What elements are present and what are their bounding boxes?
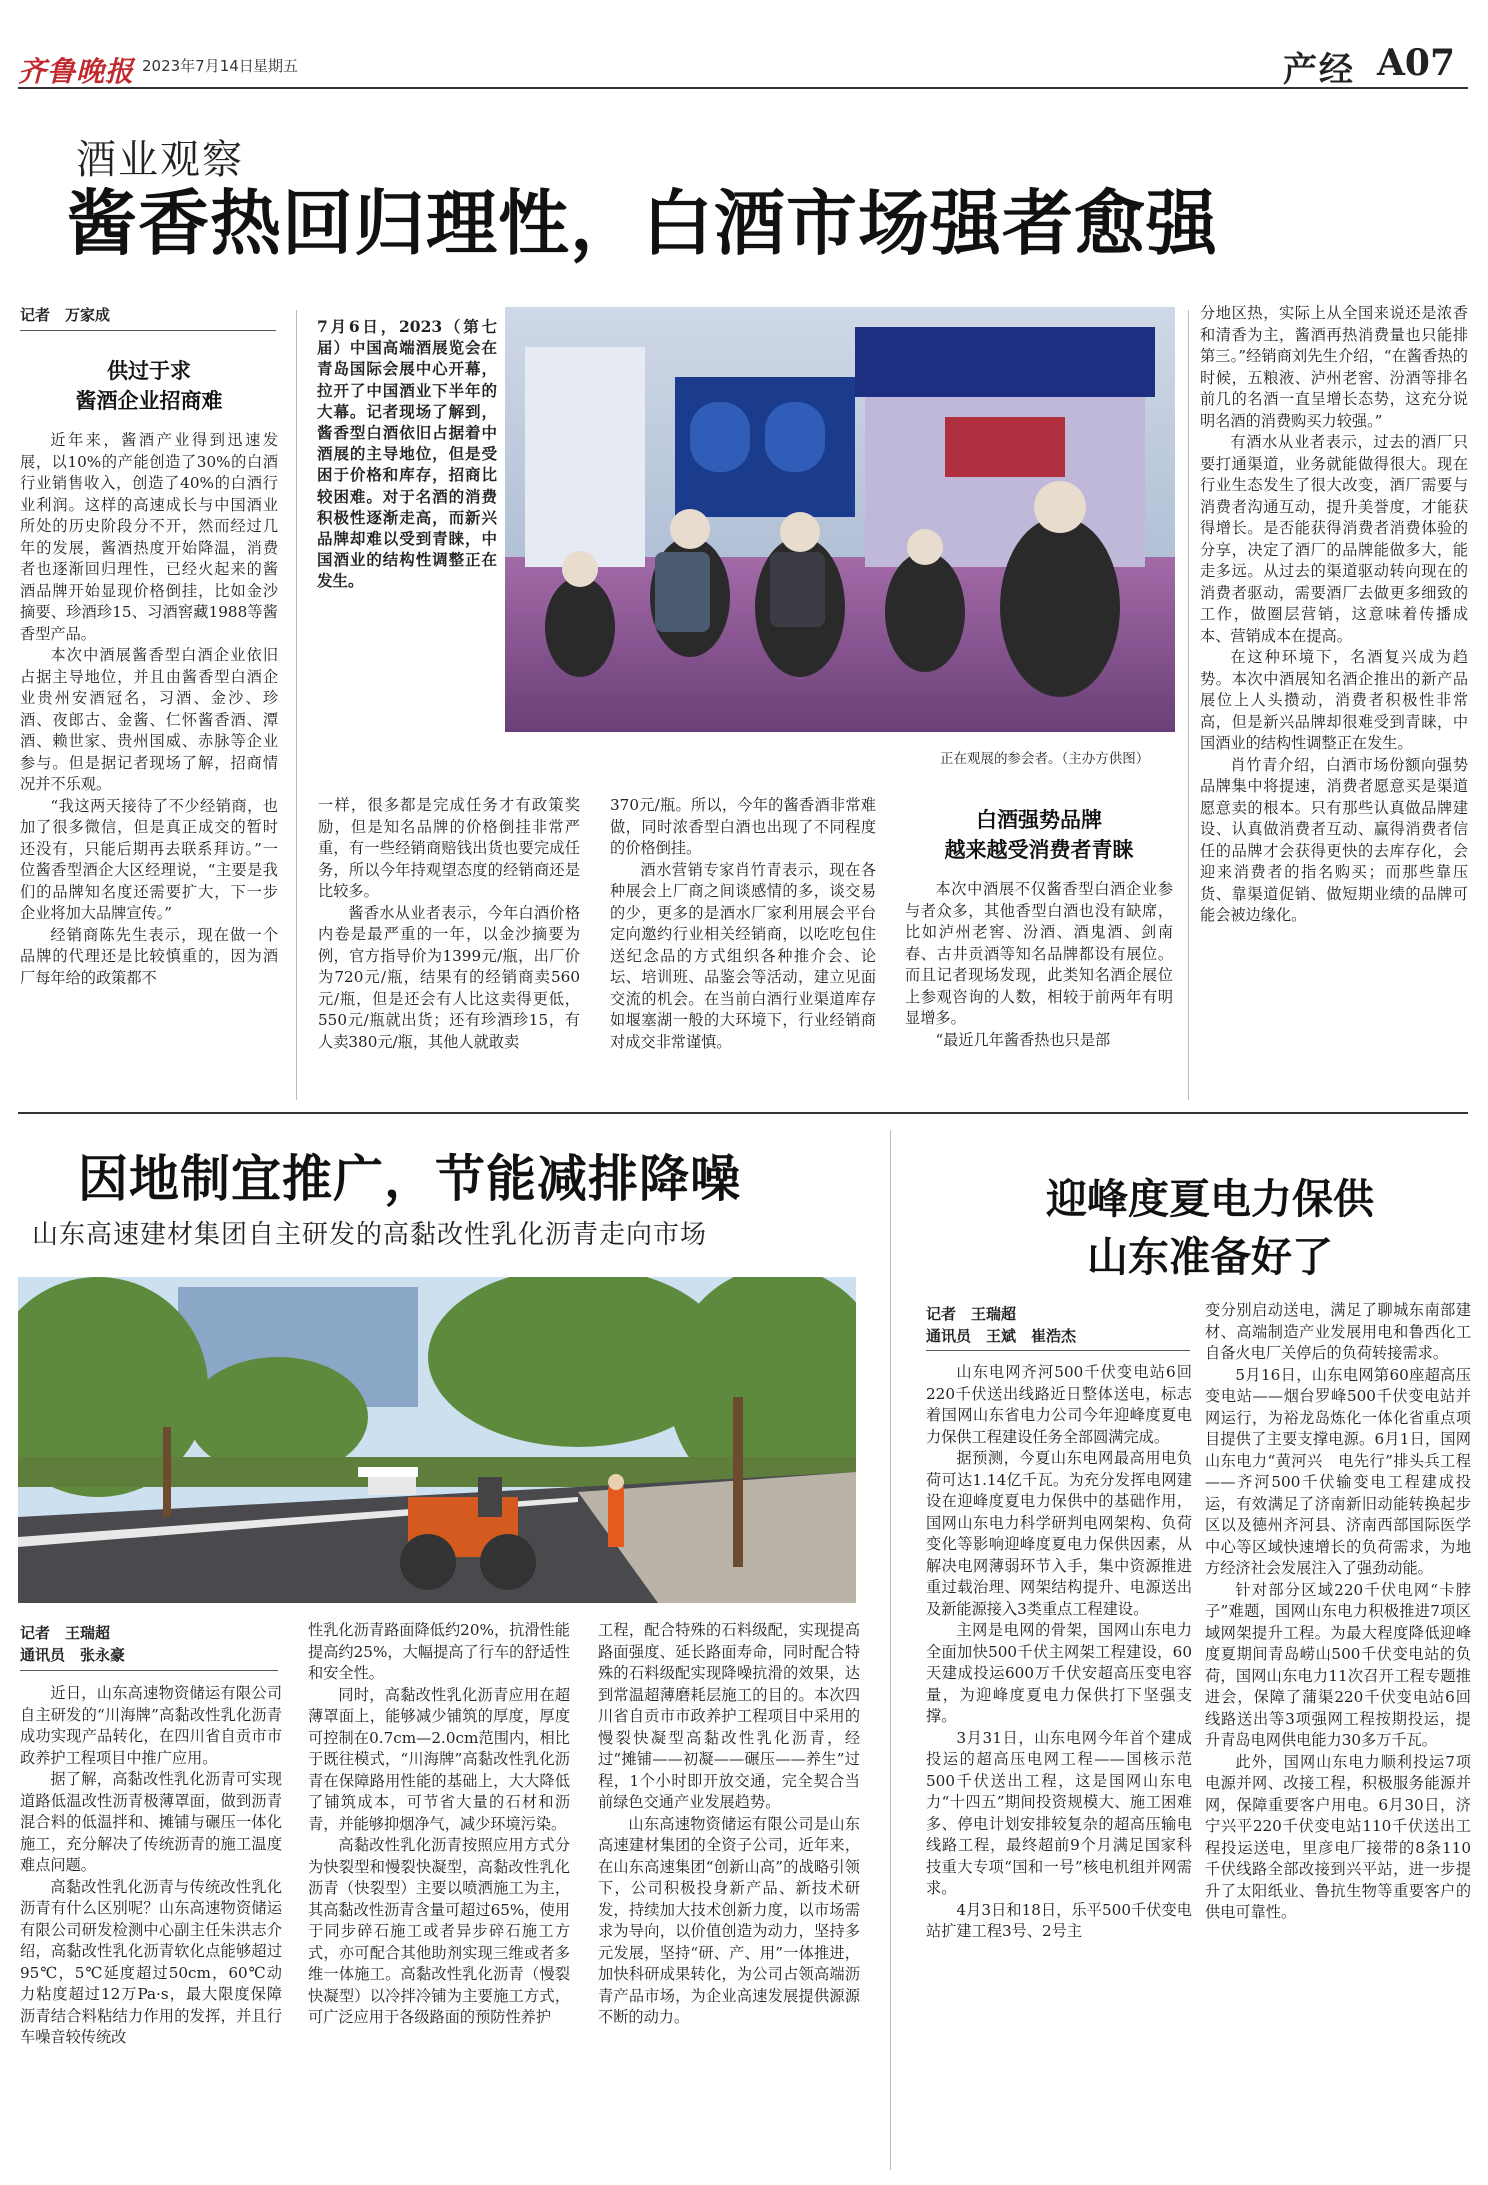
article-column: 370元/瓶。所以，今年的酱香酒非常难做，同时浓香型白酒也出现了不同程度的价格倒挂。 酒水营销专家肖竹青表示，现在各种展会上厂商之间谈感情的多，谈交易的少，更多的是酒水厂家利用展会平台定向邀约行业相关经销商，以吃吃包住送纪念品的方式组织各种推介会、论坛、培训班、品鉴会等活动，建立见面交流的机会。在当前白酒行业渠道库存如堰塞湖一般的大环境下，行业经销商对成交非常谨慎。 <box>610 796 876 1051</box>
page-number: A07 <box>1377 42 1456 84</box>
byline-name: 万家成 <box>65 306 111 324</box>
article-column: 近日，山东高速物资储运有限公司自主研发的“川海牌”高黏改性乳化沥青成功实现产品转化，在四川省自贡市市政养护工程项目中推广应用。 据了解，高黏改性乳化沥青可实现道路低温改性沥青极薄罩面，做到沥青混合料的低温拌和、摊铺与碾压一体化施工，充分解决了传统沥青的施工温度难点问题。 高黏改性乳化沥青与传统改性乳化沥青有什么区别呢？山东高速物资储运有限公司研发检测中心副主任朱洪志介绍，高黏改性乳化沥青软化点能够超过95℃，5℃延度超过50cm，60℃动力粘度超过12万Pa·s，最大限度保障沥青结合料粘结力作用的发挥，并且行车噪音较传统改 <box>20 1684 282 2046</box>
article-headline: 酱香热回归理性，白酒市场强者愈强 <box>66 181 1219 265</box>
article-column: 工程，配合特殊的石料级配，实现提高路面强度、延长路面寿命，同时配合特殊的石料级配实现降噪抗滑的效果，达到常温超薄磨耗层施工的目的。本次四川省自贡市市政养护工程项目中采用的慢裂快凝型高黏改性乳化沥青，经过“摊铺——初凝——碾压——养生”过程，1个小时即开放交通，完全契合当前绿色交通产业发展趋势。 山东高速物资储运有限公司是山东高速建材集团的全资子公司，近年来，在山东高速集团“创新山高”的战略引领下，公司积极投身新产品、新技术研发，持续加大技术创新力度，以市场需求为导向，以价值创造为动力，坚持多元发展，坚持“研、产、用”一体推进，加快科研成果转化，为公司占领高端沥青产品市场，为企业高速发展提供源源不断的动力。 <box>598 1621 860 2026</box>
article-column: 山东电网齐河500千伏变电站6回220千伏送出线路近日整体送电，标志着国网山东省电力公司今年迎峰度夏电力保供工程建设任务全部圆满完成。 据预测，今夏山东电网最高用电负荷可达1.14亿千瓦。为充分发挥电网建设在迎峰度夏电力保供中的基础作用，国网山东电力科学研判电网架构、负荷变化等影响迎峰度夏电力保供因素，从解决电网薄弱环节入手，集中资源推进重过载治理、网架结构提升、电源送出及新能源接入3类重点工程建设。 主网是电网的骨架，国网山东电力全面加快500千伏主网架工程建设，60天建成投运600万千伏安超高压变电容量，为迎峰度夏电力保供打下坚强支撑。 3月31日，山东电网今年首个建成投运的超高压电网工程——国核示范500千伏送出工程，这是国网山东电力“十四五”期间投资规模大、施工困难多、停电计划安排较复杂的超高压输电线路工程，最终超前9个月满足国家科技重大专项“国和一号”核电机组并网需求。 4月3日和18日，乐平500千伏变电站扩建工程3号、2号主 <box>926 1363 1192 1940</box>
byline-rule <box>20 1670 278 1671</box>
newspaper-logo: 齐鲁晚报 <box>18 55 135 88</box>
road-paving-photo <box>18 1277 856 1603</box>
section-name: 产经 <box>1283 50 1355 90</box>
article-subheadline: 山东高速建材集团自主研发的高黏改性乳化沥青走向市场 <box>32 1220 708 1250</box>
article-column: 一样，很多都是完成任务才有政策奖励，但是知名品牌的价格倒挂非常严重，有一些经销商赔钱出货也要完成任务，所以今年持观望态度的经销商还是比较多。 酱香水从业者表示，今年白酒价格内卷是最严重的一年，以金沙摘要为例，官方指导价为1399元/瓶，出厂价为720元/瓶，结果有的经销商卖560元/瓶，但是还会有人比这卖得更低，550元/瓶就出货；还有珍酒珍15，有人卖380元/瓶，其他人就敢卖 <box>318 796 580 1051</box>
article-byline <box>20 304 110 326</box>
article-column: 变分别启动送电，满足了聊城东南部建材、高端制造产业发展用电和鲁西化工自备火电厂关停后的负荷转接需求。 5月16日，山东电网第60座超高压变电站——烟台罗峰500千伏变电站并网运行，为裕龙岛炼化一体化省重点项目提供了主要支撑电源。6月1日，国网山东电力“黄河兴 电先行”排头兵工程——齐河500千伏输变电工程建成投运，有效满足了济南新旧动能转换起步区以及德州齐河县、济南西部国际医学中心等区域快速增长的负荷需求，为地方经济社会发展注入了强劲动能。 针对部分区域220千伏电网“卡脖子”难题，国网山东电力积极推进7项区域网架提升工程。为最大程度降低迎峰度夏期间青岛崂山500千伏变电站的负荷，国网山东电力11次召开工程专题推进会，保障了蒲渠220千伏变电站6回线路送出等3项强网工程按期投运，提升青岛电网供电能力30多万千瓦。 此外，国网山东电力顺利投运7项电源并网、改接工程，积极服务能源并网，保障重要客户用电。6月30日，济宁兴平220千伏变电站110千伏送出工程投运送电，里彦电厂接带的8条110千伏线路全部改接到兴平站，进一步提升了太阳纸业、鲁抗生物等重要客户的供电可靠性。 <box>1205 1301 1471 1921</box>
photo-caption: 正在观展的参会者。（主办方供图） <box>940 751 1150 767</box>
article-column: 白酒强势品牌 越来越受消费者青睐 本次中酒展不仅酱香型白酒企业参与者众多，其他香型白酒也没有缺席，比如泸州老窖、汾酒、酒鬼酒、剑南春、古井贡酒等知名品牌都设有展位。而且记者现场发现，此类知名酒企展位上参观咨询的人数，相较于前两年有明显增多。 “最近几年酱香热也只是部 <box>905 805 1173 1051</box>
issue-date: 2023年7月14日 <box>142 57 254 75</box>
byline-rule <box>20 330 276 331</box>
byline-label: 记者 <box>20 306 51 324</box>
article-column: 分地区热，实际上从全国来说还是浓香和清香为主，酱酒再热消费量也只能排第三。”经销商刘先生介绍，“在酱香热的时候，五粮液、泸州老窖、汾酒等排名前几的名酒一直呈增长态势，这充分说明名酒的消费购买力较强。” 有酒水从业者表示，过去的酒厂只要打通渠道，业务就能做得很大。现在行业生态发生了很大改变，酒厂需要与消费者沟通互动，提升美誉度，才能获得增长。是否能获得消费者消费体验的分享，决定了酒厂的品牌能做多大，能走多远。从过去的渠道驱动转向现在的消费者驱动，需要酒厂去做更多细致的工作，做圈层营销，这意味着传播成本、营销成本在提高。 在这种环境下，名酒复兴成为趋势。本次中酒展知名酒企推出的新产品展位上人头攒动，消费者积极性非常高，但是新兴品牌却很难受到青睐，中国酒业的结构性调整正在发生。 肖竹青介绍，白酒市场份额向强势品牌集中将提速，消费者愿意买是渠道愿意卖的根本。只有那些认真做品牌建设、认真做消费者互动、赢得消费者信任的品牌才会获得更快的去库存化，会迎来消费者的指名购买；而那些靠压货、靠渠道促销、做短期业绩的品牌可能会被边缘化。 <box>1200 304 1468 924</box>
article-column: 性乳化沥青路面降低约20%，抗滑性能提高约25%，大幅提高了行车的舒适性和安全性。 同时，高黏改性乳化沥青应用在超薄罩面上，能够减少铺筑的厚度，厚度可控制在0.7cm—2.0cm范围内，相比于既往模式，“川海牌”高黏改性乳化沥青在保障路用性能的基础上，大大降低了铺筑成本，可节省大量的石材和沥青，并能够抑烟净气，减少环境污染。 高黏改性乳化沥青按照应用方式分为快裂型和慢裂快凝型，高黏改性乳化沥青（快裂型）主要以喷洒施工为主，其高黏改性沥青含量可超过65%，使用于同步碎石施工或者异步碎石施工方式，亦可配合其他助剂实现三维或者多维一体施工。高黏改性乳化沥青（慢裂快凝型）以冷拌冷铺为主要施工方式，可广泛应用于各级路面的预防性养护 <box>308 1621 570 2026</box>
expo-photo <box>505 307 1175 732</box>
section-rule <box>18 1112 1468 1114</box>
column-divider <box>296 310 297 1100</box>
section-subheading: 供过于求 酱酒企业招商难 <box>75 359 223 413</box>
section-subheading: 白酒强势品牌 越来越受消费者青睐 <box>944 808 1134 862</box>
column-divider <box>890 1130 891 2170</box>
byline-rule <box>926 1350 1190 1351</box>
road-paving-illustration <box>18 1277 856 1603</box>
article-headline: 迎峰度夏电力保供 山东准备好了 <box>1046 1175 1374 1281</box>
article-byline: 记者 王瑞超 通讯员 张永豪 <box>20 1624 126 1664</box>
article-byline: 记者 王瑞超 通讯员 王斌 崔浩杰 <box>926 1305 1077 1345</box>
masthead-rule <box>18 87 1468 89</box>
issue-weekday: 星期五 <box>253 57 299 75</box>
column-kicker: 酒业观察 <box>76 137 244 183</box>
article-headline: 因地制宜推广，节能减排降噪 <box>78 1149 741 1208</box>
article-lede: 7月6日，2023（第七届）中国高端酒展览会在青岛国际会展中心开幕，拉开了中国酒业下半年的大幕。记者现场了解到，酱香型白酒依旧占据着中酒展的主导地位，但是受困于价格和库存，招商比较困难。对于名酒的消费积极性逐渐走高，而新兴品牌却难以受到青睐，中国酒业的结构性调整正在发生。 <box>317 317 497 591</box>
column-divider <box>1188 310 1189 1100</box>
expo-photo-illustration <box>505 307 1175 732</box>
article-column: 供过于求 酱酒企业招商难 近年来，酱酒产业得到迅速发展，以10%的产能创造了30%的白酒行业销售收入，创造了40%的白酒行业利润。这样的高速成长与中国酒业所处的历史阶段分不开，然而经过几年的发展，酱酒热度开始降温，消费者也逐渐回归理性，已经火起来的酱酒品牌开始显现价格倒挂，比如金沙摘要、珍酒珍15、习酒窖藏1988等酱香型产品。 本次中酒展酱香型白酒企业依旧占据主导地位，并且由酱香型白酒企业贵州安酒冠名，习酒、金沙、珍酒、夜郎古、金酱、仁怀酱香酒、潭酒、赖世家、贵州国威、赤脉等企业参与。但是据记者现场了解，招商情况并不乐观。 “我这两天接待了不少经销商，也加了很多微信，但是真正成交的暂时还没有，只能后期再去联系拜访。”一位酱香型酒企大区经理说，“主要是我们的品牌知名度还需要扩大，下一步企业将加大品牌宣传。” 经销商陈先生表示，现在做一个品牌的代理还是比较慎重的，因为酒厂每年给的政策都不 <box>20 346 278 989</box>
